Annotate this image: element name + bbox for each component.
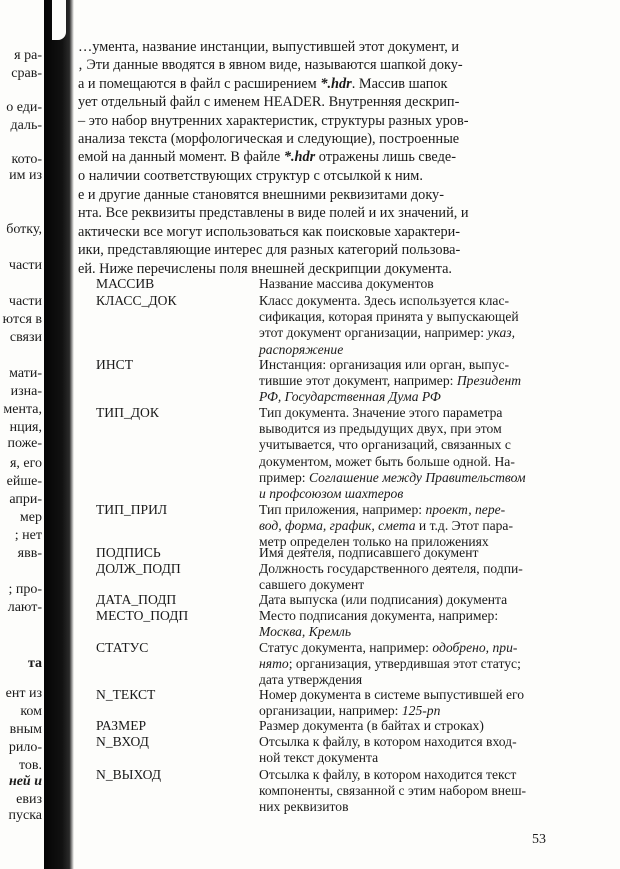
field-description: Должность государственного деятеля, подпи- савшего документ	[259, 561, 523, 593]
text-line: е и другие данные становятся внешними реквизитами доку-	[78, 187, 444, 203]
field-description: Тип документа. Значение этого параметра выводится из предыдущих двух, при этом учитывается, что организаций, связанных с документом, может быть больше одной. На- пример: Соглашение между Правительством и профсоюзом шахтеров	[259, 405, 526, 502]
book-gutter-shadow	[44, 0, 74, 869]
field-description: Тип приложения, например: проект, пере- вод, форма, график, смета и т.д. Этот пара- метр определен только на приложениях	[259, 502, 513, 550]
field-description: Номер документа в системе выпустившей его организации, например: 125-рп	[259, 687, 525, 719]
text-line: о наличии соответствующих структур с отсылкой к ним.	[78, 167, 423, 184]
left-page-text-fragment: тов.	[18, 758, 42, 773]
left-page-text-fragment: евиз	[16, 792, 42, 807]
field-description: Статус документа, например: одобрено, при- нято; организация, утвердившая этот статус; дата утверждения	[259, 640, 521, 688]
left-page-text-fragment: мер	[19, 510, 42, 525]
left-page-text-fragment: кото-	[11, 152, 42, 167]
field-name: КЛАСС_ДОК	[96, 293, 177, 308]
left-page-text-fragment: даль-	[10, 118, 42, 133]
text-line: ует отдельный файл с именем HEADER. Внутренняя дескрип-	[78, 94, 460, 111]
intro-paragraph-1	[78, 38, 548, 185]
field-name: МАССИВ	[96, 276, 155, 291]
field-description: Место подписания документа, например: Москва, Кремль	[259, 608, 499, 640]
left-page-text-fragment: ботку,	[6, 222, 42, 237]
text-line: актически все могут использоваться как поисковые характери-	[78, 223, 461, 240]
field-description: Название массива документов	[259, 276, 434, 291]
left-page-text-fragment: о еди-	[6, 100, 42, 115]
text-line: анализа текста (морфологическая и следующие), построенные	[78, 131, 460, 148]
left-page-text-fragment: та	[27, 656, 42, 671]
left-page-text-fragment: части	[8, 258, 42, 273]
left-page-text-fragment: ком	[20, 704, 42, 719]
file-extension: *.hdr	[283, 149, 316, 166]
field-name: N_ВХОД	[96, 734, 149, 749]
field-name: ТИП_ДОК	[96, 405, 159, 420]
left-page-text-fragment: им из	[9, 168, 42, 183]
field-description: Отсылка к файлу, в котором находится вход- ной текст документа	[259, 734, 517, 766]
left-page-fragment	[0, 0, 44, 869]
left-page-text-fragment: нция,	[9, 420, 42, 435]
text-line: ей. Ниже перечислены поля внешней дескрипции документа.	[78, 260, 452, 277]
text-line: емой на данный момент. В файле *.hdr отражены лишь сведе-	[78, 149, 456, 166]
field-name: МЕСТО_ПОДП	[96, 608, 189, 623]
field-name: СТАТУС	[96, 640, 149, 655]
field-name: ДОЛЖ_ПОДП	[96, 561, 181, 576]
text-line: нта. Все реквизиты представлены в виде полей и их значений, и	[78, 205, 469, 222]
left-page-text-fragment: срав-	[11, 66, 42, 81]
file-extension: *.hdr	[320, 75, 352, 92]
field-name: N_ВЫХОД	[96, 767, 162, 782]
field-description: Класс документа. Здесь используется клас- сификация, которая принята у выпускающей этот документ организации, например: указ, распоряжение	[259, 293, 519, 357]
left-page-text-fragment: явв-	[17, 546, 42, 561]
gutter-top-edge	[52, 0, 66, 40]
left-page-text-fragment: вным	[9, 722, 42, 737]
field-description: Инстанция: организация или орган, выпус- тившие этот документ, например: Президент РФ, Государственная Дума РФ	[259, 357, 522, 405]
left-page-text-fragment: я ра-	[14, 48, 42, 63]
intro-paragraph-2	[78, 186, 548, 278]
text-line: а и помещаются в файл с расширением *.hdr. Массив шапок	[78, 75, 448, 92]
left-page-text-fragment: пуска	[8, 808, 42, 823]
text-line: – это набор внутренних характеристик, структуры разных уров-	[78, 112, 469, 129]
left-page-text-fragment: мента,	[3, 402, 42, 417]
left-page-text-fragment: части	[8, 294, 42, 309]
left-page-text-fragment: апри-	[9, 492, 42, 507]
text-line: ‚ Эти данные вводятся в явном виде, называются шапкой доку-	[78, 57, 463, 74]
field-description: Размер документа (в байтах и строках)	[259, 718, 484, 733]
left-page-text-fragment: лают-	[7, 600, 42, 615]
field-description: Дата выпуска (или подписания) документа	[259, 592, 508, 607]
field-name: ТИП_ПРИЛ	[96, 502, 168, 517]
field-name: N_ТЕКСТ	[96, 687, 156, 702]
left-page-text-fragment: я, его	[9, 456, 42, 471]
left-page-text-fragment: ются в	[2, 312, 42, 327]
page-number: 53	[532, 832, 546, 847]
left-page-text-fragment: ент из	[5, 686, 42, 701]
field-description: Отсылка к файлу, в котором находится текст компоненты, связанной с этим набором внеш- них реквизитов	[259, 767, 527, 815]
field-description: Имя деятеля, подписавшего документ	[259, 545, 479, 560]
left-page-text-fragment: изна-	[10, 384, 42, 399]
left-page-text-fragment: ней и	[8, 774, 42, 789]
left-page-text-fragment: рило-	[8, 740, 42, 755]
left-page-text-fragment: поже-	[7, 436, 42, 451]
left-page-text-fragment: ейше-	[6, 474, 42, 489]
text-line: …умента, название инстанции, выпустившей этот документ, и	[78, 39, 460, 55]
field-name: ПОДПИСЬ	[96, 545, 161, 560]
text-line: ики, представляющие интерес для разных категорий пользова-	[78, 242, 461, 259]
left-page-text-fragment: ; про-	[8, 582, 42, 597]
field-name: РАЗМЕР	[96, 718, 147, 733]
left-page-text-fragment: мати-	[9, 366, 42, 381]
field-name: ИНСТ	[96, 357, 134, 372]
left-page-text-fragment: ; нет	[14, 528, 42, 543]
left-page-text-fragment: связи	[9, 330, 42, 345]
field-name: ДАТА_ПОДП	[96, 592, 177, 607]
